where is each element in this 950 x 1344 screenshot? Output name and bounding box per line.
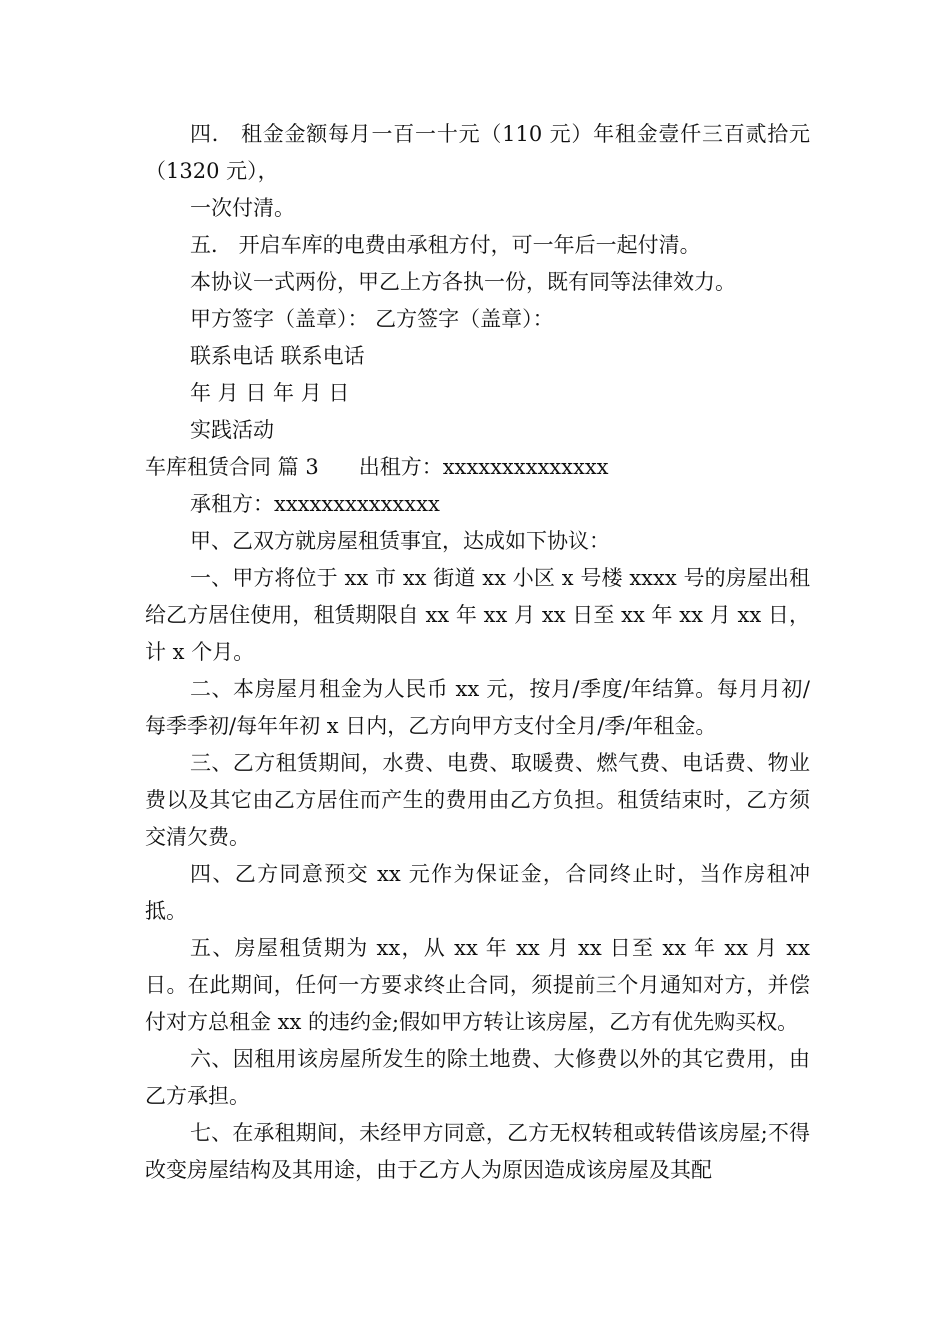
clause-6: 六、因租用该房屋所发生的除土地费、大修费以外的其它费用，由乙方承担。 bbox=[145, 1047, 810, 1108]
paragraph-rent-amount: 四． 租金金额每月一百一十元（110 元）年租金壹仟三百贰拾元（1320 元）， bbox=[145, 122, 810, 183]
lessor-line: 出租方：xxxxxxxxxxxxxx bbox=[358, 455, 609, 479]
paragraph-phones: 联系电话 联系电话 bbox=[190, 344, 365, 368]
paragraph-electricity: 五． 开启车库的电费由承租方付，可一年后一起付清。 bbox=[190, 233, 701, 257]
paragraph-dates: 年 月 日 年 月 日 bbox=[190, 381, 350, 405]
paragraph-pay-once: 一次付清。 bbox=[190, 196, 295, 220]
clause-5: 五、房屋租赁期为 xx，从 xx 年 xx 月 xx 日至 xx 年 xx 月 xx 日。在此期间，任何一方要求终止合同，须提前三个月通知对方，并偿付对方总租金 xx 的违约金;假如甲方转让该房屋，乙方有优先购买权。 bbox=[145, 936, 810, 1034]
paragraph-copies: 本协议一式两份，甲乙上方各执一份，既有同等法律效力。 bbox=[190, 270, 736, 294]
paragraph-agreement-intro: 甲、乙双方就房屋租赁事宜，达成如下协议： bbox=[190, 529, 610, 553]
document-body bbox=[145, 116, 810, 1189]
clause-2: 二、本房屋月租金为人民币 xx 元，按月/季度/年结算。每月月初/每季季初/每年年初 x 日内，乙方向甲方支付全月/季/年租金。 bbox=[145, 677, 810, 738]
clause-1: 一、甲方将位于 xx 市 xx 街道 xx 小区 x 号楼 xxxx 号的房屋出租给乙方居住使用，租赁期限自 xx 年 xx 月 xx 日至 xx 年 xx 月 xx 日，计 x 个月。 bbox=[145, 566, 810, 664]
section-heading bbox=[145, 449, 810, 486]
section-title: 车库租赁合同 篇 3 bbox=[145, 455, 319, 479]
clause-3: 三、乙方租赁期间，水费、电费、取暖费、燃气费、电话费、物业费以及其它由乙方居住而产生的费用由乙方负担。租赁结束时，乙方须交清欠费。 bbox=[145, 751, 810, 849]
paragraph-signatures: 甲方签字（盖章）： 乙方签字（盖章）： bbox=[190, 307, 554, 331]
clause-7: 七、在承租期间，未经甲方同意，乙方无权转租或转借该房屋;不得改变房屋结构及其用途，由于乙方人为原因造成该房屋及其配 bbox=[145, 1121, 810, 1182]
paragraph-lessee: 承租方：xxxxxxxxxxxxxx bbox=[190, 492, 440, 516]
clause-4: 四、乙方同意预交 xx 元作为保证金，合同终止时，当作房租冲抵。 bbox=[145, 862, 810, 923]
paragraph-practice: 实践活动 bbox=[190, 418, 274, 442]
